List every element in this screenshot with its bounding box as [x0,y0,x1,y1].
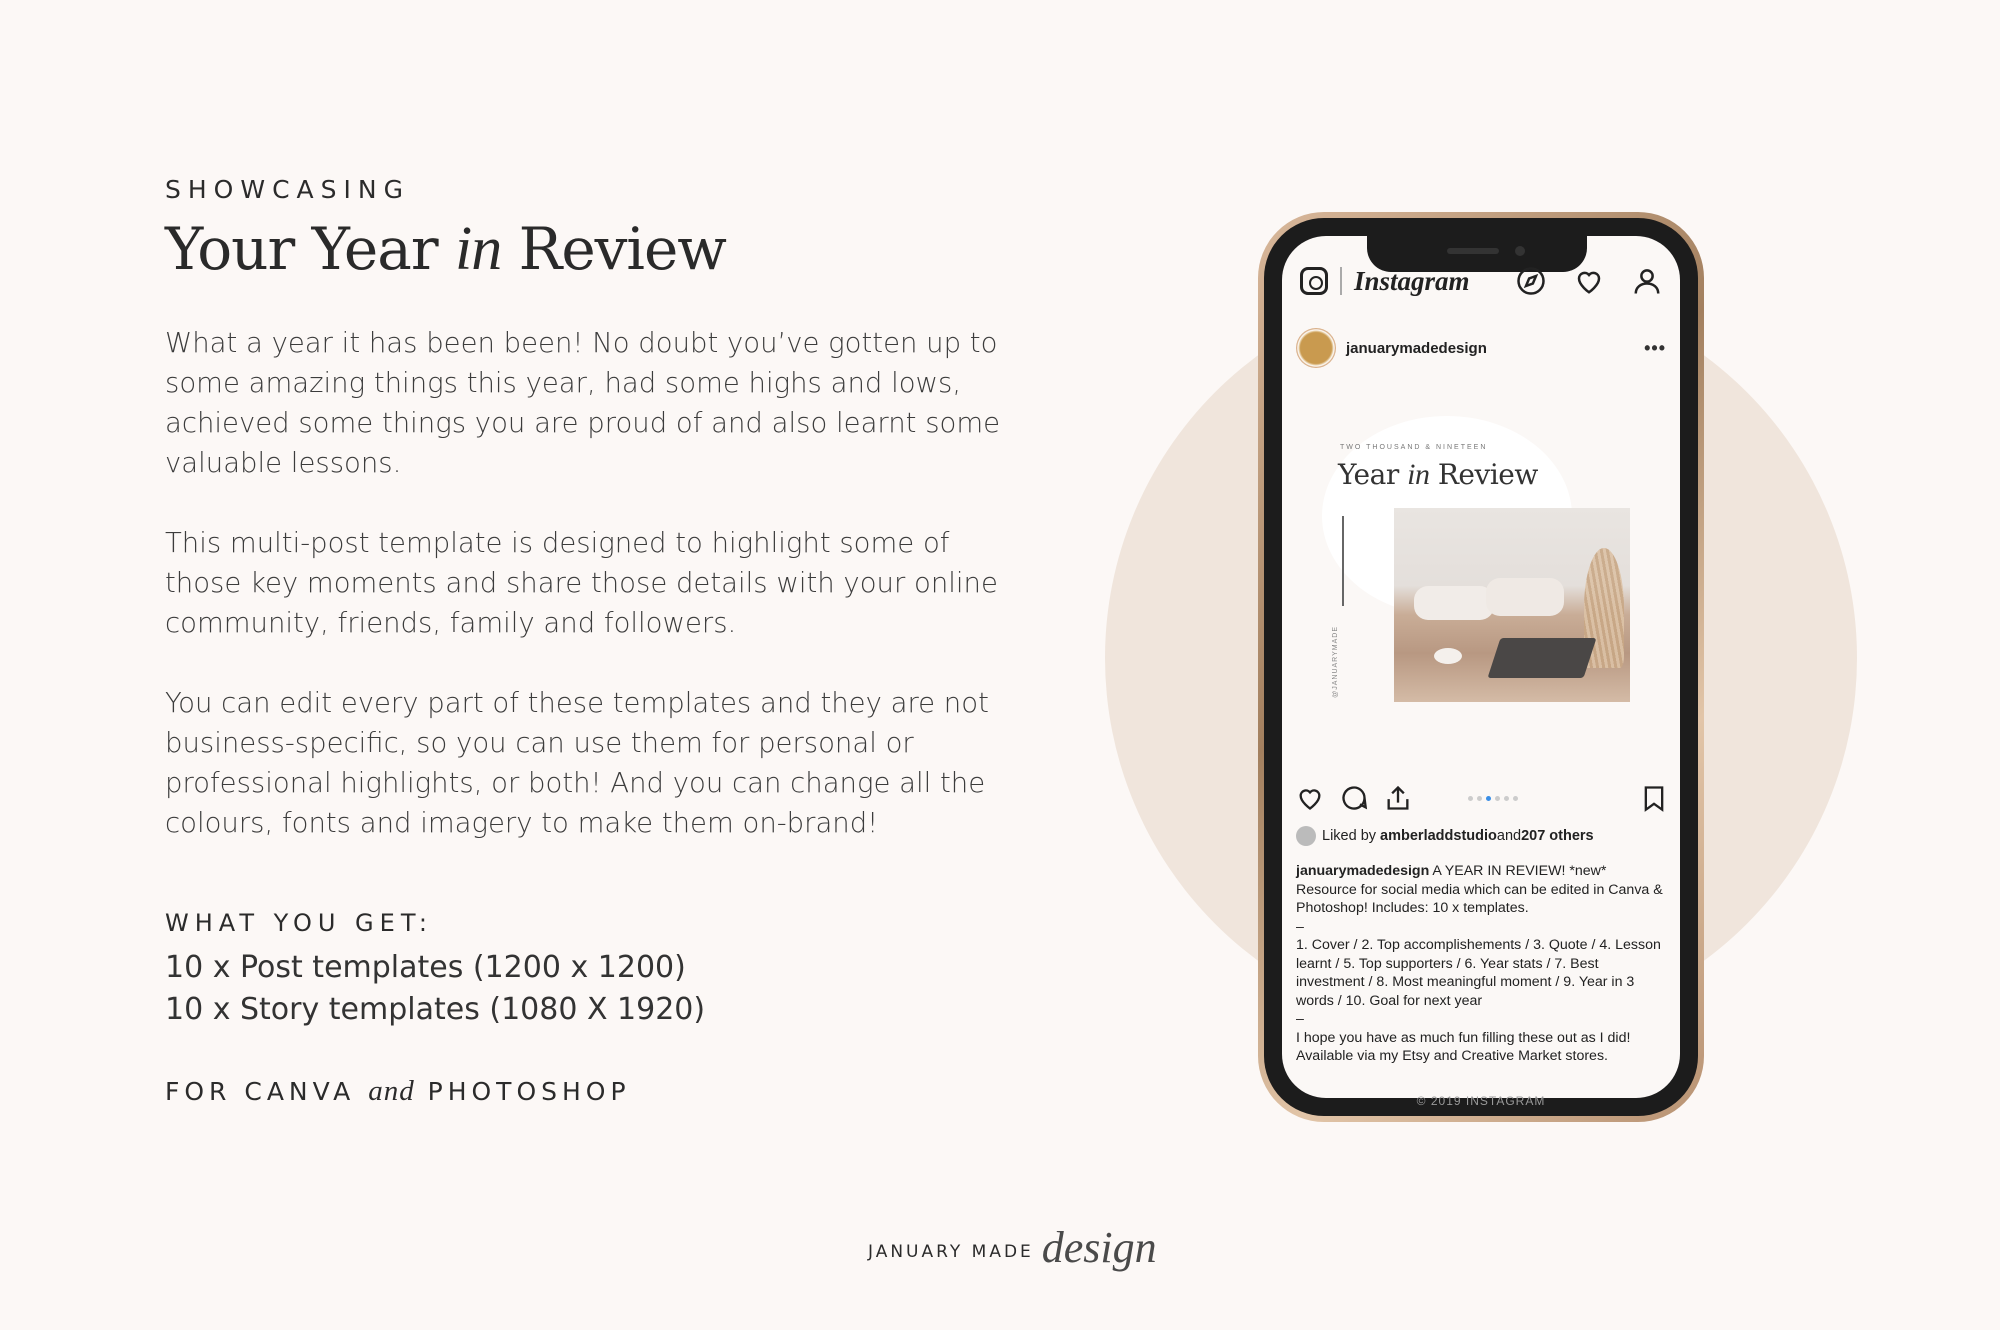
post-side-text: @JANUARYMADE [1332,626,1339,698]
instagram-wordmark: Instagram [1354,265,1470,296]
profile-icon[interactable] [1632,266,1662,296]
liked-prefix: Liked by [1322,828,1377,844]
avatar[interactable] [1296,328,1336,368]
what-you-get-list [165,947,1005,1031]
post-image[interactable] [1282,386,1680,746]
liked-others[interactable]: 207 others [1521,828,1594,844]
liked-user[interactable]: amberladdstudio [1380,828,1497,844]
carousel-dot [1477,796,1482,801]
decorative-line [1342,516,1344,606]
description-column [165,175,1005,1108]
carousel-indicator [1468,796,1518,801]
post-username[interactable]: januarymadedesign [1346,339,1487,357]
more-options-icon[interactable]: ••• [1644,337,1666,358]
caption-line [1296,862,1666,918]
carousel-dot [1504,796,1509,801]
what-you-get-heading: WHAT YOU GET: [165,909,433,937]
post-title-italic: in [1407,458,1430,491]
post-title-end: Review [1429,458,1538,491]
post-kicker: TWO THOUSAND & NINETEEN [1340,444,1488,451]
platforms-text-italic: and [368,1075,415,1107]
pillow-shape [1486,578,1564,616]
editing-paragraph: You can edit every part of these templates and they are not business-specific, so you can use them for personal or professional highlights, or both! And you can change all the colours, fonts and imagery to make them on-brand! [165,687,989,839]
phone-mockup [1258,212,1704,1122]
brand-name: JANUARY MADE [868,1241,1034,1262]
carousel-dot [1468,796,1473,801]
instagram-copyright: © 2019 INSTAGRAM [1416,1094,1546,1108]
mug-shape [1434,648,1462,664]
instagram-header [1282,256,1680,306]
title-text-italic: in [455,215,502,283]
brand-script: design [1041,1223,1157,1272]
liked-and: and [1496,828,1522,844]
share-icon[interactable] [1384,784,1412,812]
comment-icon[interactable] [1340,784,1368,812]
carousel-dot [1513,796,1518,801]
compass-icon[interactable] [1516,266,1546,296]
caption-text: A YEAR IN REVIEW! *new* Resource for social media which can be edited in Canva & Photoshop! Includes: 10 x templates. [1296,863,1663,916]
speaker-grille [1447,248,1499,254]
header-divider [1340,267,1342,295]
liker-avatar[interactable] [1296,826,1316,846]
caption-list: 1. Cover / 2. Top accomplishements / 3. Quote / 4. Lesson learnt / 5. Top supporters / 6. Year stats / 7. Best investment / 8. Most meaningful moment / 9. Year in 3 words / 10. Goal for next year [1296,937,1661,1009]
like-heart-icon[interactable] [1296,784,1324,812]
caption-separator: – [1296,918,1304,935]
liked-by-line [1296,826,1594,846]
laptop-shape [1488,638,1597,678]
page-title [165,214,1005,285]
post-actions [1296,784,1668,812]
platforms-text-start: FOR CANVA [165,1077,369,1106]
header-icons [1516,266,1662,296]
carousel-dot [1495,796,1500,801]
front-camera [1515,246,1525,256]
brand-logo [868,1223,1157,1273]
intro-paragraph: What a year it has been been! No doubt you’ve gotten up to some amazing things this year, had some highs and lows, achieved some things you are proud of and also learnt some valuable lessons. [165,327,1001,479]
template-paragraph: This multi-post template is designed to highlight some of those key moments and share those details with your online community, friends, family and followers. [165,527,998,639]
list-item: 10 x Post templates (1200 x 1200) [165,950,686,985]
platforms-line [165,1075,1005,1108]
title-text-start: Your Year [165,215,455,283]
caption-closing: I hope you have as much fun filling these out as I did! Available via my Etsy and Creative Market stores. [1296,1029,1631,1064]
bedroom-photo [1394,508,1630,702]
caption-username[interactable]: januarymadedesign [1296,863,1430,879]
bookmark-icon[interactable] [1640,784,1668,812]
eyebrow-label: SHOWCASING [165,175,410,204]
instagram-camera-icon[interactable] [1300,267,1328,295]
post-image-title [1338,458,1538,492]
post-header [1296,328,1666,368]
platforms-text-end: PHOTOSHOP [414,1077,631,1106]
list-item: 10 x Story templates (1080 X 1920) [165,992,706,1027]
post-title-start: Year [1338,458,1408,491]
phone-bezel [1264,218,1698,1116]
carousel-dot-active [1486,796,1491,801]
caption-separator: – [1296,1011,1304,1027]
title-text-end: Review [501,215,726,283]
pillow-shape [1414,586,1494,620]
post-caption [1296,862,1666,1066]
phone-screen [1282,236,1680,1108]
heart-icon[interactable] [1574,266,1604,296]
